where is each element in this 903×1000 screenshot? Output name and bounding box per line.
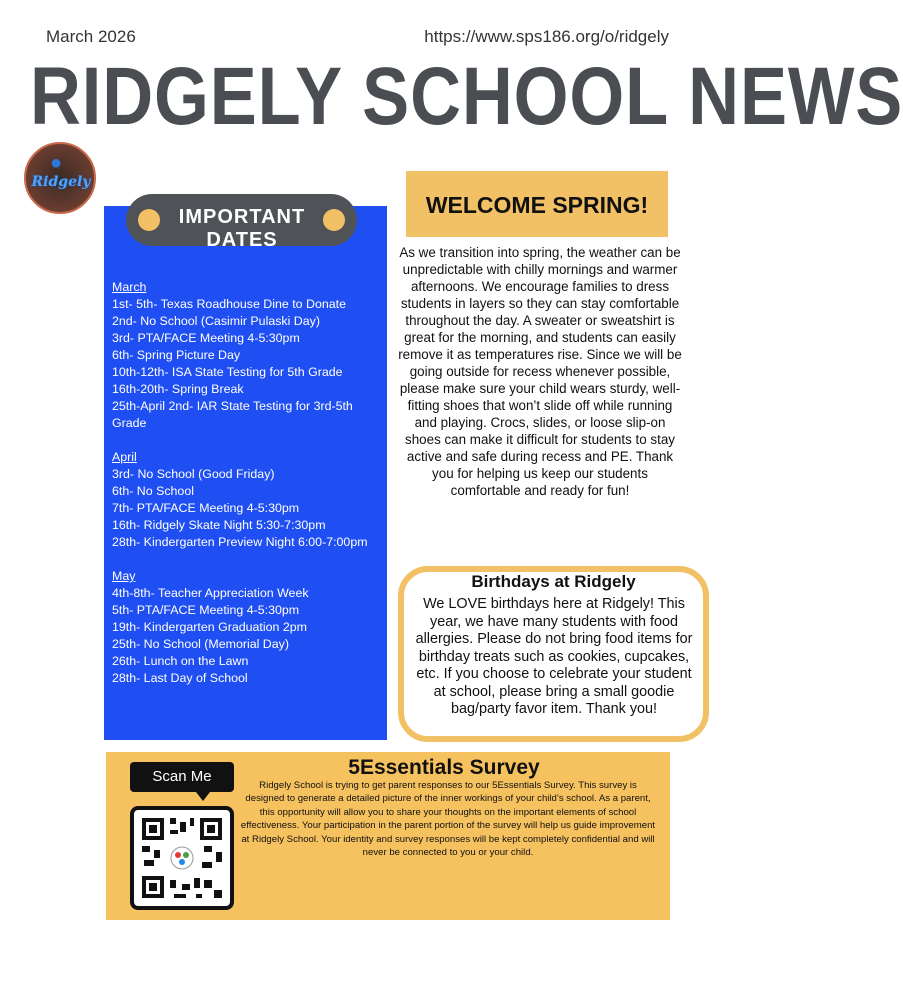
date-item: 3rd- No School (Good Friday): [112, 467, 275, 481]
pill-dot-right: [323, 209, 345, 231]
survey-title: 5Essentials Survey: [348, 756, 540, 779]
date-item: 4th-8th- Teacher Appreciation Week: [112, 586, 309, 600]
date-item: 6th- No School: [112, 484, 194, 498]
pill-dot-left: [138, 209, 160, 231]
month-group: [112, 449, 382, 551]
important-dates-title: IMPORTANT DATES: [178, 206, 306, 251]
birthdays-body: We LOVE birthdays here at Ridgely! This year, we have many students with food allergies. Please do not bring food items for birthday treats such as cookies, cupcakes, etc. If you choose to celebrate your student at school, please bring a small goodie bag/party favor item. Thank you!: [415, 596, 693, 717]
qr-code-icon: [134, 810, 230, 906]
date-item: 25th-April 2nd- IAR State Testing for 3rd-5th Grade: [112, 399, 353, 430]
month-heading: March: [112, 280, 147, 294]
issue-date: March 2026: [46, 27, 136, 46]
dates-list: [112, 279, 382, 687]
date-item: 25th- No School (Memorial Day): [112, 637, 289, 651]
scan-me-pointer: [196, 792, 210, 801]
month-heading: April: [112, 450, 137, 464]
date-item: 28th- Last Day of School: [112, 671, 248, 685]
date-item: 1st- 5th- Texas Roadhouse Dine to Donate: [112, 297, 346, 311]
date-item: 3rd- PTA/FACE Meeting 4-5:30pm: [112, 331, 300, 345]
school-logo: [24, 142, 96, 214]
date-item: 10th-12th- ISA State Testing for 5th Grade: [112, 365, 343, 379]
month-group: [112, 279, 382, 432]
school-url[interactable]: https://www.sps186.org/o/ridgely: [424, 27, 669, 46]
logo-text: Ridgely: [31, 174, 91, 190]
birthdays-title: Birthdays at Ridgely: [471, 572, 636, 591]
welcome-spring-title: WELCOME SPRING!: [425, 192, 649, 218]
month-group: [112, 568, 382, 687]
masthead-title: RIDGELY SCHOOL NEWS: [30, 51, 903, 142]
date-item: 7th- PTA/FACE Meeting 4-5:30pm: [112, 501, 300, 515]
welcome-spring-body: As we transition into spring, the weather can be unpredictable with chilly mornings and warmer afternoons. We encourage families to dress students in layers so they can stay comfortable throughout the day. A sweater or sweatshirt is great for the morning, and students can easily remove it as temperatures rise. Since we will be going outside for recess whenever possible, please make sure your child wears sturdy, well-fitting shoes that won’t slide off while running and playing. Crocs, slides, or loose slip-on shoes can make it difficult for students to stay active and safe during recess and PE. Thank you for helping us keep our students comfortable and ready for fun!: [398, 245, 682, 498]
date-item: 16th- Ridgely Skate Night 5:30-7:30pm: [112, 518, 326, 532]
paw-icon: ●: [50, 152, 63, 174]
date-item: 26th- Lunch on the Lawn: [112, 654, 249, 668]
survey-body: Ridgely School is trying to get parent responses to our 5Essentials Survey. This survey is designed to generate a detailed picture of the inner workings of your child’s school. As a parent, this opportunity will allow you to share your thoughts on the important elements of school effectiveness. Your participation in the parent portion of the survey will help us guide improvement at Ridgely School. Your identity and survey responses will be kept completely confidential and will never be connected to you or your child.: [240, 780, 656, 859]
date-item: 5th- PTA/FACE Meeting 4-5:30pm: [112, 603, 300, 617]
date-item: 19th- Kindergarten Graduation 2pm: [112, 620, 307, 634]
date-item: 2nd- No School (Casimir Pulaski Day): [112, 314, 320, 328]
date-item: 28th- Kindergarten Preview Night 6:00-7:00pm: [112, 535, 368, 549]
month-heading: May: [112, 569, 136, 583]
welcome-spring-banner: [406, 171, 668, 237]
date-item: 6th- Spring Picture Day: [112, 348, 241, 362]
scan-me-label: Scan Me: [130, 762, 234, 792]
important-dates-header: [126, 194, 357, 251]
qr-code[interactable]: [130, 806, 234, 910]
date-item: 16th-20th- Spring Break: [112, 382, 244, 396]
